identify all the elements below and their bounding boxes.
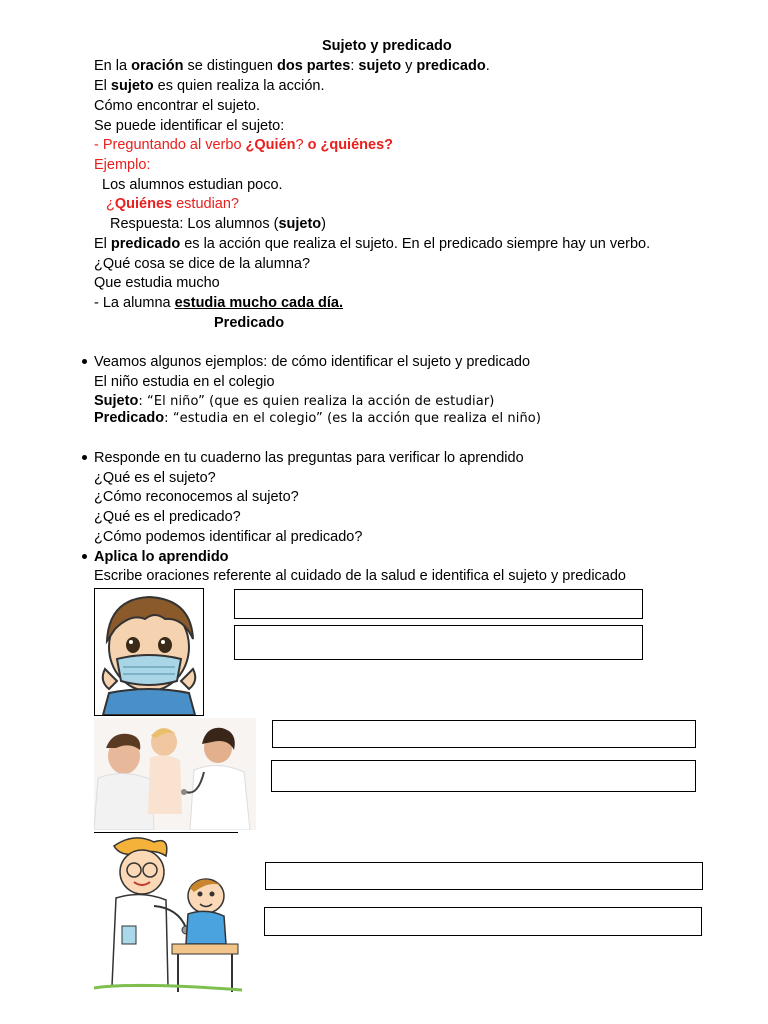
- example-label: Ejemplo:: [94, 157, 151, 173]
- intro-line-2: El sujeto es quien realiza la acción.: [94, 78, 325, 94]
- section1-example: El niño estudia en el colegio: [94, 374, 275, 390]
- intro-line-5: - Preguntando al verbo ¿Quién? o ¿quiénes?: [94, 137, 393, 153]
- answer-box[interactable]: [264, 907, 702, 936]
- section3-bullet: Aplica lo aprendido: [94, 549, 229, 565]
- question-4: ¿Cómo podemos identificar al predicado?: [94, 529, 363, 545]
- section1-sujeto: Sujeto: “El niño” (que es quien realiza la acción de estudiar): [94, 393, 495, 409]
- answer-box[interactable]: [234, 589, 643, 619]
- predicado-caption: Predicado: [214, 315, 285, 331]
- section1-bullet: Veamos algunos ejemplos: de cómo identificar el sujeto y predicado: [94, 354, 531, 370]
- intro-line-12: Que estudia mucho: [94, 275, 220, 291]
- question-2: ¿Cómo reconocemos al sujeto?: [94, 489, 299, 505]
- question-1: ¿Qué es el sujeto?: [94, 470, 216, 486]
- answer-box[interactable]: [271, 760, 696, 792]
- intro-line-3: Cómo encontrar el sujeto.: [94, 98, 261, 114]
- question-3: ¿Qué es el predicado?: [94, 509, 241, 525]
- boy-mask-illustration: [94, 588, 204, 716]
- intro-line-4: Se puede identificar el sujeto:: [94, 118, 285, 134]
- cartoon-doctor-illustration: [94, 836, 242, 996]
- example-answer: Respuesta: Los alumnos (sujeto): [110, 216, 326, 232]
- answer-box[interactable]: [265, 862, 703, 890]
- answer-box[interactable]: [272, 720, 696, 748]
- bullet-icon: [82, 554, 87, 559]
- page-title: Sujeto y predicado: [322, 38, 452, 54]
- intro-line-11: ¿Qué cosa se dice de la alumna?: [94, 256, 311, 272]
- answer-box[interactable]: [234, 625, 643, 660]
- section3-instruction: Escribe oraciones referente al cuidado de la salud e identifica el sujeto y predicado: [94, 568, 626, 584]
- intro-line-1: En la oración se distinguen dos partes: sujeto y predicado.: [94, 58, 490, 74]
- section2-bullet: Responde en tu cuaderno las preguntas para verificar lo aprendido: [94, 450, 524, 466]
- example-sentence: Los alumnos estudian poco.: [102, 177, 283, 193]
- section1-predicado: Predicado: “estudia en el colegio” (es la acción que realiza el niño): [94, 410, 542, 426]
- doctor-photo: [94, 718, 256, 830]
- divider: [94, 832, 238, 833]
- bullet-icon: [82, 455, 87, 460]
- intro-line-10: El predicado es la acción que realiza el sujeto. En el predicado siempre hay un verbo.: [94, 236, 651, 252]
- intro-line-13: - La alumna estudia mucho cada día.: [94, 295, 344, 311]
- bullet-icon: [82, 359, 87, 364]
- example-question: ¿Quiénes estudian?: [106, 196, 239, 212]
